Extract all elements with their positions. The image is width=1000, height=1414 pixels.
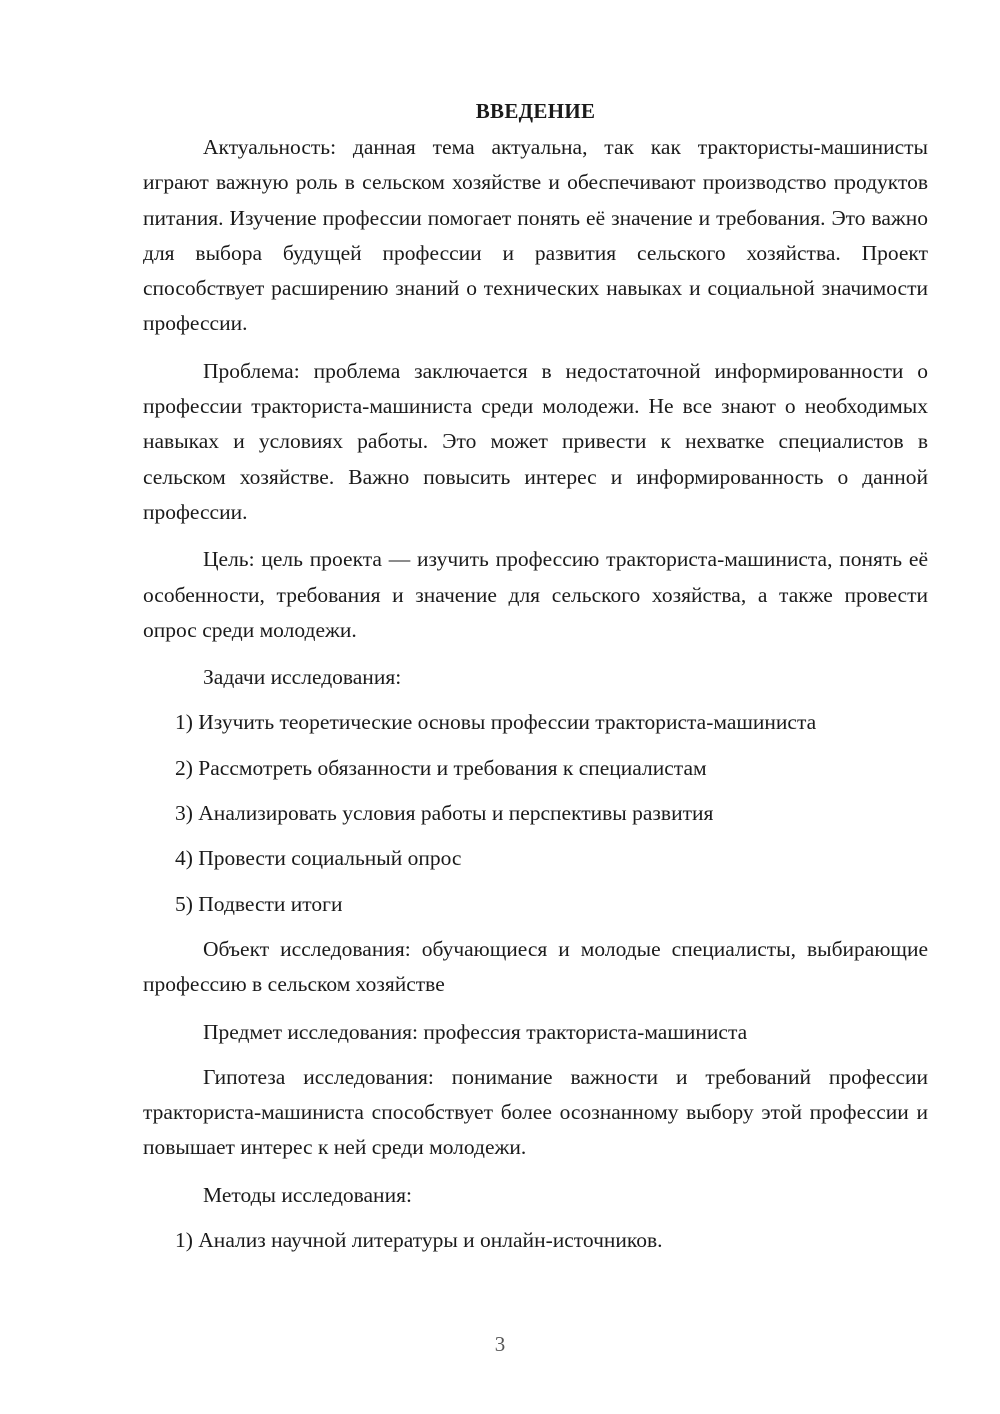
subject-paragraph: Предмет исследования: профессия тракториста-машиниста: [203, 1019, 748, 1044]
tasks-heading: Задачи исследования:: [203, 665, 402, 690]
task-item-3: 3) Анализировать условия работы и перспективы развития: [175, 801, 714, 826]
section-heading: ВВЕДЕНИЕ: [475, 99, 596, 123]
method-item-1: 1) Анализ научной литературы и онлайн-источников.: [175, 1228, 663, 1253]
task-item-5: 5) Подвести итоги: [175, 891, 343, 916]
task-item-2: 2) Рассмотреть обязанности и требования к специалистам: [175, 755, 707, 780]
methods-heading: Методы исследования:: [203, 1182, 412, 1207]
problem-paragraph: Проблема: проблема заключается в недостаточной информированности о профессии тракториста-машиниста среди молодежи. Не все знают о необходимых навыках и условиях работы. Это может привести к нехватке специалистов в сельском хозяйстве. Важно повысить интерес и информированность о данной профессии.: [143, 358, 928, 524]
page-number: 3: [494, 1332, 506, 1356]
task-item-4: 4) Провести социальный опрос: [175, 846, 462, 871]
relevance-paragraph: Актуальность: данная тема актуальна, так как трактористы-машинисты играют важную роль в сельском хозяйстве и обеспечивают производство продуктов питания. Изучение профессии помогает понять её значение и требования. Это важно для выбора будущей профессии и развития сельского хозяйства. Проект способствует расширению знаний о технических навыках и социальной значимости профессии.: [143, 135, 928, 336]
page-content: [143, 96, 928, 1268]
object-paragraph: Объект исследования: обучающиеся и молодые специалисты, выбирающие профессию в сельском хозяйстве: [143, 936, 928, 997]
hypothesis-paragraph: Гипотеза исследования: понимание важности и требований профессии тракториста-машиниста способствует более осознанному выбору этой профессии и повышает интерес к ней среди молодежи.: [143, 1064, 928, 1160]
goal-paragraph: Цель: цель проекта — изучить профессию тракториста-машиниста, понять её особенности, требования и значение для сельского хозяйства, а также провести опрос среди молодежи.: [143, 547, 928, 642]
task-item-1: 1) Изучить теоретические основы профессии тракториста-машиниста: [175, 710, 817, 735]
